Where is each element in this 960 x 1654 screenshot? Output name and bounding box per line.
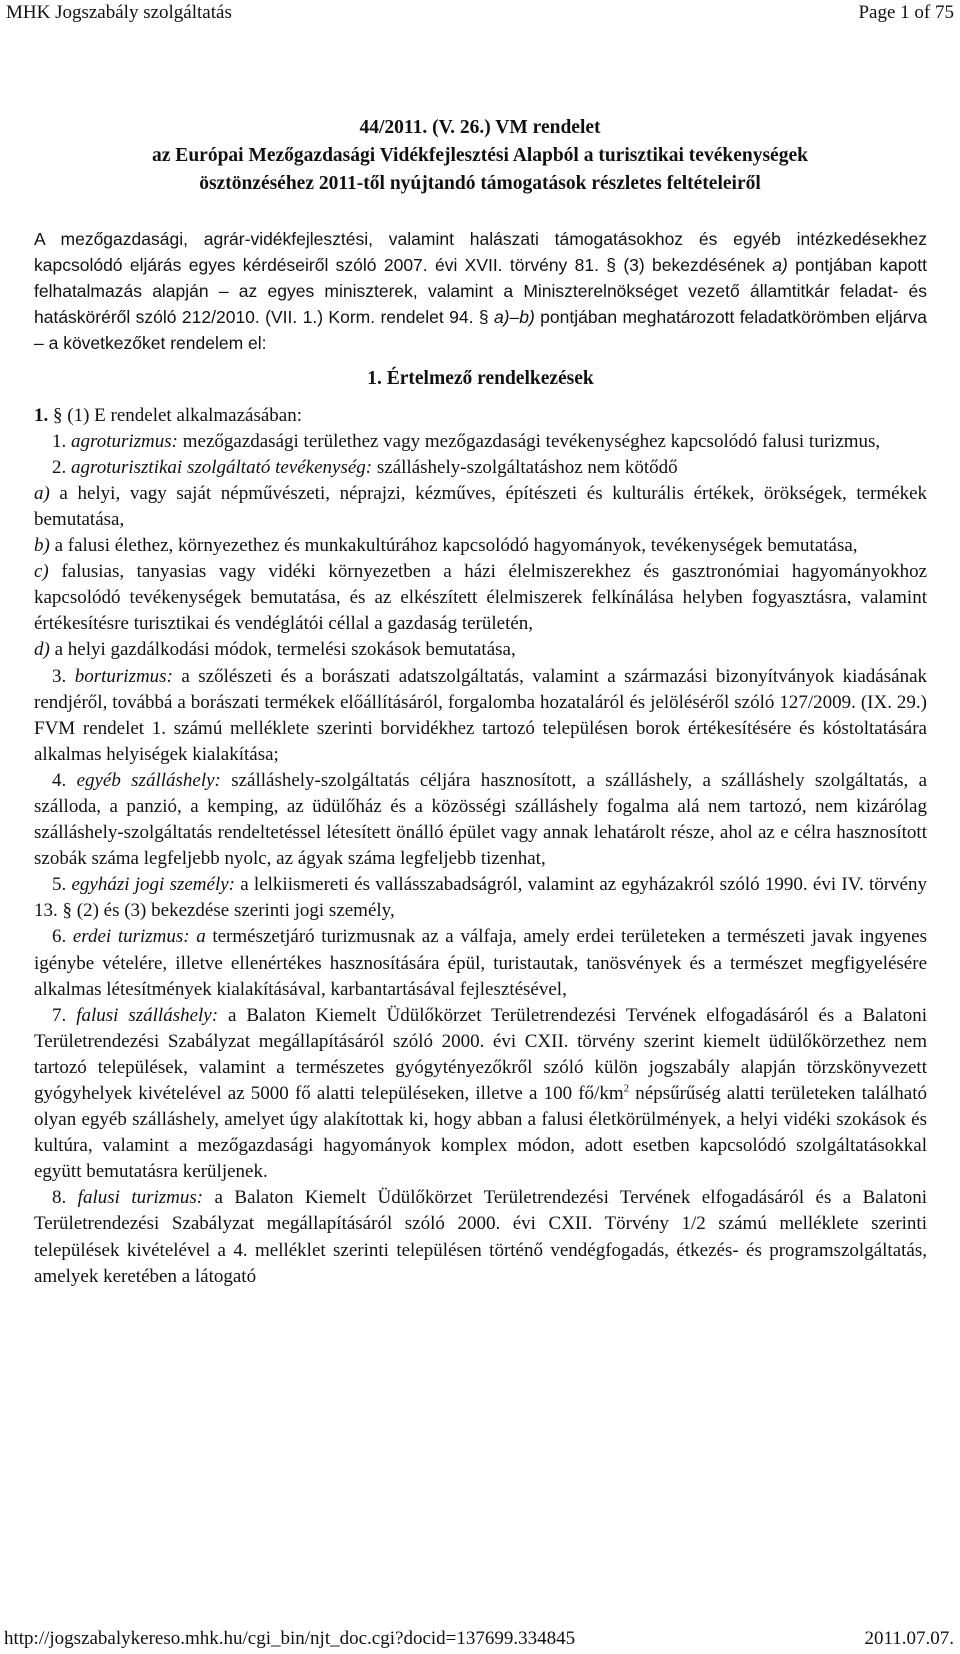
paragraph-1 [34, 403, 927, 429]
subpoint-text: a helyi, vagy saját népművészeti, néprajzi, kézműves, építészeti és kulturális értékek, örökségek, termékek bemutatása, [34, 482, 927, 530]
definition-term: borturizmus: [74, 665, 173, 687]
subpoint-2c [34, 559, 927, 637]
definition-text: a lelkiismereti és vallásszabadságról, valamint az egyházakról szóló 1990. évi IV. törvény 13. § (2) és (3) bekezdése szerinti jogi személy, [34, 874, 927, 922]
document-title [36, 114, 924, 198]
section-title: 1. Értelmező rendelkezések [367, 368, 594, 390]
definition-5 [34, 872, 927, 924]
subpoint-text: a falusi élethez, környezethez és munkakultúrához kapcsolódó hagyományok, tevékenységek bemutatása, [49, 535, 858, 557]
definition-2 [34, 455, 927, 481]
definition-number: 1. [52, 430, 71, 452]
definition-term: egyéb szálláshely: [76, 769, 221, 791]
subpoint-2a [34, 481, 927, 533]
definition-text: szálláshely-szolgáltatáshoz nem kötődő [372, 456, 678, 478]
document-body [34, 226, 927, 1290]
definition-text-continued: népsűrűség alatti területeken található olyan egyéb szálláshely, amelyet úgy alakítottak ki, hogy abban a falusi életkörülmények, a helyi vidéki szokások és kultúra, valamint a mezőgazdasági hagyományok komplex módon, adott esetben kapcsolódó szolgáltatásokkal együtt bemutatásra kerüljenek. [34, 1083, 927, 1183]
preamble-italic-1: a) [772, 255, 788, 276]
definition-term: erdei turizmus: a [72, 926, 206, 948]
footer-date: 2011.07.07. [864, 1628, 954, 1649]
definition-text: szálláshely-szolgáltatás céljára hasznosított, a szálláshely, a szálláshely szolgáltatás, a szálloda, a panzió, a kemping, az üdülőház és a közösségi szálláshely fogalma alá nem tartozó, nem kizárólag szálláshely-szolgáltatás rendeltetéssel létesített önálló épület vagy annak lehatárolt része, ahol az e célra hasznosított szobák száma legfeljebb nyolc, az ágyak száma legfeljebb tizenhat, [34, 769, 928, 870]
definition-3 [34, 664, 927, 768]
definition-1 [34, 429, 927, 455]
title-line-2: az Európai Mezőgazdasági Vidékfejlesztési Alapból a turisztikai tevékenységek [152, 145, 808, 166]
definition-text: a Balaton Kiemelt Üdülőkörzet Területrendezési Tervének elfogadásáról és a Balatoni Területrendezési Szabályzat megállapításáról szóló 2000. évi CXII. törvény szerint kiemelt üdülőkörzethez nem tartozó települések, valamint a természetes gyógytényezőkről szóló külön jogszabály alapján törzskönyvezett gyógyhelyek kivételével az 5000 fő alatti településeken, illetve a 100 fő/km [34, 1004, 927, 1104]
definition-7 [34, 1003, 927, 1186]
page-footer [4, 1626, 954, 1652]
title-line-3: ösztönzéséhez 2011-től nyújtandó támogatások részletes feltételeiről [199, 173, 761, 194]
header-page-number: Page 1 of 75 [858, 2, 954, 23]
definition-number: 6. [52, 926, 73, 948]
superscript: 2 [623, 1082, 630, 1095]
header-site-name: MHK Jogszabály szolgáltatás [6, 2, 232, 23]
definition-term: egyházi jogi személy: [71, 874, 235, 896]
definition-text: a Balaton Kiemelt Üdülőkörzet Területrendezési Tervének elfogadásáról és a Balatoni Területrendezési Szabályzat megállapításáról szóló 2000. évi CXII. Törvény 1/2 számú melléklete szerinti települések kivételével a 4. melléklet szerinti településen történő vendégfogadás, étkezés- és programszolgáltatás, amelyek keretében a látogató [34, 1187, 927, 1287]
definition-term: falusi turizmus: [77, 1187, 204, 1209]
definition-text: mezőgazdasági területhez vagy mezőgazdasági tevékenységhez kapcsolódó falusi turizmus, [177, 430, 881, 452]
definition-number: 3. [52, 665, 75, 687]
definition-6 [34, 924, 927, 1002]
definition-number: 7. [52, 1004, 77, 1026]
preamble-text-2: pontjában kapott felhatalmazás alapján – az egyes miniszterek, valamint a Miniszterelnökséget vezető államtitkár feladat- és hatásköréről szóló 212/2010. (VII. 1.) Korm. rendelet 94. § [34, 255, 927, 328]
subpoint-label: a) [34, 482, 50, 504]
definition-number: 8. [52, 1187, 78, 1209]
subpoint-2b [34, 533, 927, 559]
definition-4 [34, 768, 927, 872]
definition-number: 4. [52, 769, 77, 791]
definition-number: 2. [52, 456, 71, 478]
preamble-italic-2: a)–b) [493, 307, 535, 328]
paragraph-number: 1. [34, 404, 49, 426]
definition-text: természetjáró turizmusnak az a válfaja, amely erdei területeken a természeti javak ingyenes igénybe vételére, illetve ellenértékes hasznosítására épül, turistautak, tanösvények és a természet megfigyelésére alkalmas létesítmények kialakításával, karbantartásával fejlesztésével, [34, 926, 928, 1000]
paragraph-text: § (1) E rendelet alkalmazásában: [48, 404, 302, 426]
title-decree-number: 44/2011. (V. 26.) VM rendelet [359, 117, 601, 138]
footer-url[interactable]: http://jogszabalykereso.mhk.hu/cgi_bin/njt_doc.cgi?docid=137699.334845 [4, 1628, 576, 1649]
definition-term: falusi szálláshely: [76, 1004, 219, 1026]
subpoint-text: a helyi gazdálkodási módok, termelési szokások bemutatása, [49, 639, 516, 661]
subpoint-label: b) [34, 535, 50, 557]
page-header [6, 0, 954, 30]
preamble-text-3: pontjában meghatározott feladatkörömben eljárva – a következőket rendelem el: [34, 307, 927, 354]
preamble-text-1: A mezőgazdasági, agrár-vidékfejlesztési, valamint halászati támogatásokhoz és egyéb intézkedésekhez kapcsolódó eljárás egyes kérdéseiről szóló 2007. évi XVII. törvény 81. § (3) bekezdésének [34, 229, 927, 276]
subpoint-label: c) [34, 561, 49, 583]
definition-8 [34, 1185, 927, 1289]
subpoint-label: d) [34, 639, 50, 661]
subpoint-2d [34, 637, 927, 663]
definition-number: 5. [52, 874, 72, 896]
definition-text: a szőlészeti és a borászati adatszolgáltatás, valamint a származási bizonyítványok kiadásának rendjéről, továbbá a borászati termékek előállításáról, forgalomba hozataláról és jelöléséről szóló 127/2009. (IX. 29.) FVM rendelet 1. számú melléklete szerinti borvidékhez tartozó településen borok értékesítésére és kóstoltatására alkalmas helyiségek kialakítása; [34, 665, 927, 765]
definition-term: agroturizmus: [71, 430, 178, 452]
preamble [34, 226, 927, 356]
subpoint-text: falusias, tanyasias vagy vidéki környezetben a házi élelmiszerekhez és gasztronómiai hagyományokhoz kapcsolódó tevékenységek bemutatása, és az elkészített élelmiszerek felkínálása helyben fogyasztásra, valamint értékesítésre turisztikai és vendéglátói céllal a gazdaság területén, [34, 561, 927, 635]
definition-term: agroturisztikai szolgáltató tevékenység: [71, 456, 373, 478]
